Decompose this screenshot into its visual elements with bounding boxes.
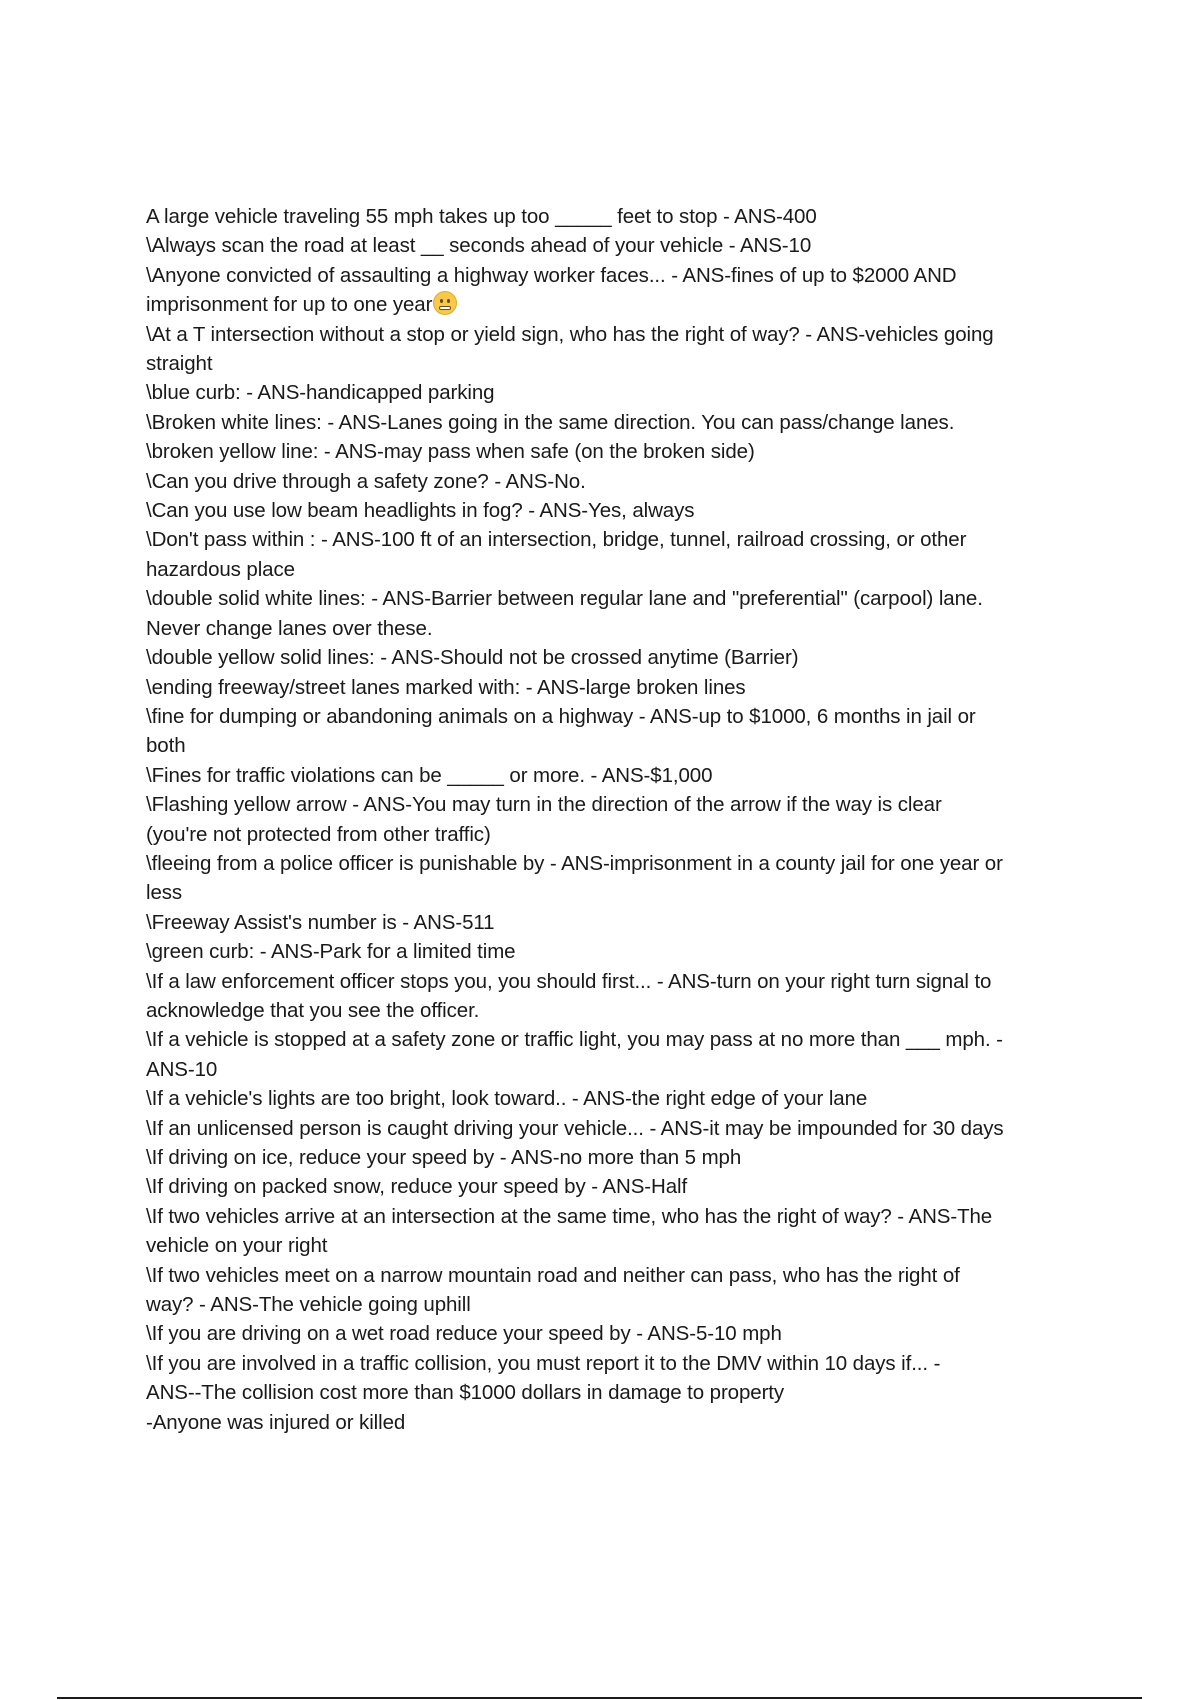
text-line: \Fines for traffic violations can be _____ or more. - ANS-$1,000 [146, 763, 713, 787]
text-line: -Anyone was injured or killed [146, 1410, 406, 1434]
text-line: \blue curb: - ANS-handicapped parking [146, 381, 495, 405]
text-line: \fine for dumping or abandoning animals on a highway - ANS-up to $1000, 6 months in jail or [146, 704, 976, 728]
text-line: imprisonment for up to one year [146, 293, 433, 317]
text-line: \ending freeway/street lanes marked with: - ANS-large broken lines [146, 675, 746, 699]
text-line: \broken yellow line: - ANS-may pass when safe (on the broken side) [146, 440, 755, 464]
text-line: \If driving on packed snow, reduce your speed by - ANS-Half [146, 1175, 688, 1199]
text-line: \Can you drive through a safety zone? - ANS-No. [146, 469, 586, 493]
text-line: ANS-10 [146, 1057, 218, 1081]
text-line: \green curb: - ANS-Park for a limited time [146, 940, 516, 964]
text-line: \At a T intersection without a stop or yield sign, who has the right of way? - ANS-vehicles going [146, 322, 994, 346]
text-line: way? - ANS-The vehicle going uphill [146, 1293, 471, 1317]
text-line: \double solid white lines: - ANS-Barrier between regular lane and "preferential" (carpool) lane. [146, 587, 983, 611]
text-line: \If an unlicensed person is caught driving your vehicle... - ANS-it may be impounded for 30 days [146, 1116, 1004, 1140]
text-line: acknowledge that you see the officer. [146, 998, 480, 1022]
text-line: vehicle on your right [146, 1234, 328, 1258]
text-line: straight [146, 352, 213, 376]
text-line: hazardous place [146, 557, 295, 581]
document-body [146, 202, 1096, 1437]
text-line: \Flashing yellow arrow - ANS-You may turn in the direction of the arrow if the way is clear [146, 793, 942, 817]
text-line: less [146, 881, 183, 905]
text-line: \If two vehicles arrive at an intersection at the same time, who has the right of way? - ANS-The [146, 1204, 993, 1228]
text-line: \Can you use low beam headlights in fog? - ANS-Yes, always [146, 499, 695, 523]
text-line: \Don't pass within : - ANS-100 ft of an intersection, bridge, tunnel, railroad crossing, or other [146, 528, 967, 552]
text-line: \If two vehicles meet on a narrow mountain road and neither can pass, who has the right of [146, 1263, 960, 1287]
text-line: \fleeing from a police officer is punishable by - ANS-imprisonment in a county jail for one year or [146, 851, 1003, 875]
text-line: ANS--The collision cost more than $1000 dollars in damage to property [146, 1381, 785, 1405]
text-line: \double yellow solid lines: - ANS-Should not be crossed anytime (Barrier) [146, 646, 799, 670]
text-line: (you're not protected from other traffic) [146, 822, 491, 846]
text-line: \If a vehicle's lights are too bright, look toward.. - ANS-the right edge of your lane [146, 1087, 868, 1111]
text-line: A large vehicle traveling 55 mph takes up too _____ feet to stop - ANS-400 [146, 205, 817, 228]
text-line: Never change lanes over these. [146, 616, 433, 640]
text-line: \Freeway Assist's number is - ANS-511 [146, 910, 495, 934]
text-line-with-emoji [146, 290, 1096, 319]
text-line: \Always scan the road at least __ seconds ahead of your vehicle - ANS-10 [146, 234, 812, 258]
text-line: \If you are involved in a traffic collision, you must report it to the DMV within 10 days if... - [146, 1351, 941, 1375]
text-line: \Anyone convicted of assaulting a highway worker faces... - ANS-fines of up to $2000 AND [146, 263, 957, 287]
page-bottom-divider [57, 1697, 1142, 1699]
text-line: \Broken white lines: - ANS-Lanes going in the same direction. You can pass/change lanes. [146, 410, 955, 434]
text-line: \If driving on ice, reduce your speed by - ANS-no more than 5 mph [146, 1146, 742, 1169]
text-line: \If a vehicle is stopped at a safety zone or traffic light, you may pass at no more than ___ mph. - [146, 1028, 1003, 1052]
text-line: \If a law enforcement officer stops you, you should first... - ANS-turn on your right turn signal to [146, 969, 992, 993]
text-line: both [146, 734, 186, 758]
text-line: \If you are driving on a wet road reduce your speed by - ANS-5-10 mph [146, 1322, 782, 1346]
grimacing-face-emoji-icon [433, 291, 457, 315]
